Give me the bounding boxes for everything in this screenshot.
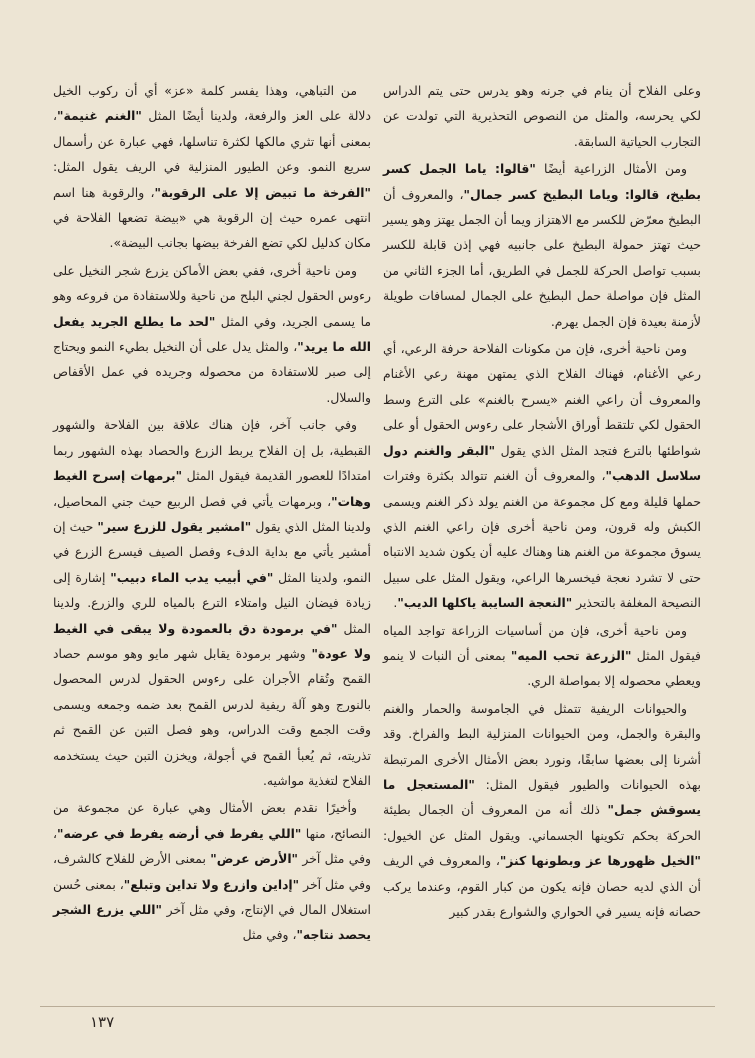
- proverb-text: "الأرض عرض": [210, 851, 299, 867]
- body-text: ومن ناحية أخرى، فإن من مكونات الفلاحة حرفة الرعي، أي رعي الأغنام، فهناك الفلاح الذي يمتهن مهنة رعي الأغنام والمعروف أن راعي الغنم «يسرح بالغنم» على الترع وسط الحقول لكي تلتقط أوراق الأشجار على رءوس الحقول أو على شواطئها بالترع فتجد المثل الذي يقول: [383, 341, 701, 458]
- paragraph: [383, 156, 701, 334]
- body-text: ، والمعروف في الريف أن الذي لديه حصان فإنه يكون من كبار القوم، وعندما يركب حصانه فإنه يسير في الحواري والشوارع بقدر كبير: [383, 853, 701, 919]
- footer-rule: [40, 1006, 715, 1007]
- proverb-text: "لحد ما يطلع الجريد يفعل الله ما يريد": [53, 313, 371, 355]
- body-text: حيث إن أمشير يأتي مع بداية الدفء وفصل الصيف فيسرع الزرع في النمو، ولدينا المثل: [53, 518, 372, 585]
- paragraph: [383, 336, 701, 615]
- body-text: ، بمعنى أنها تثري مالكها لكثرة تناسلها، فهي عبارة عن رأسمال سريع النمو. وعن الطيور المنزلية في الريف يقول المثل:: [53, 108, 371, 175]
- right-text-column: [383, 78, 701, 926]
- proverb-text: "الغنم غنيمة": [57, 108, 142, 124]
- paragraph: [53, 795, 371, 947]
- body-text: من التباهي، وهذا يفسر كلمة «عز» أي أن ركوب الخيل دلالة على العز والرفعة، ولدينا أيضًا المثل: [53, 83, 372, 124]
- proverb-text: "إداين وازرع ولا تداين وتبلع": [123, 876, 300, 892]
- proverb-text: "اللي يفرط في أرضه يفرط في عرضه": [57, 825, 302, 841]
- body-text: ومن ناحية أخرى، ففي بعض الأماكن يزرع شجر النخيل على رءوس الحقول لجني البلح من ناحية وللاستفادة من فروعه وهو ما يسمى الجريد، وفي المثل: [53, 262, 372, 329]
- left-text-column: [53, 78, 371, 950]
- body-text: ، وبرمهات يأتي في فصل الربيع حيث جني المحاصيل، ولدينا المثل الذي يقول: [53, 493, 372, 534]
- body-text: ، والرقوبة هنا اسم انتهى عمره حيث إن الرقوبة هي «بيضة تضعها الفلاحة في مكان كدليل لكي تضع الفرخة بيضها بجانب البيضة».: [53, 184, 371, 251]
- proverb-text: "اللي يزرع الشجر يحصد نتاجه": [53, 902, 371, 943]
- paragraph: [383, 618, 701, 694]
- paragraph: [53, 78, 371, 256]
- page-number: ١٣٧: [90, 1013, 115, 1031]
- paragraph: [383, 696, 701, 925]
- body-text: ومن الأمثال الزراعية أيضًا: [535, 161, 687, 177]
- proverb-text: "المستعجل ما يسوقش جمل": [383, 776, 701, 818]
- body-text: وعلى الفلاح أن ينام في جرنه وهو يدرس حتى يتم الدراس لكي يحرسه، والمثل من النصوص التحذيرية التي تولدت عن التجارب الحياتية السابقة.: [383, 83, 701, 149]
- body-text: وشهر برمودة يقابل شهر مايو وهو موسم حصاد القمح وتُقام الأجران على رءوس الحقول لدرس المحصول بالنورج وهو آلة ريفية لدرس القمح بعد ضمه وجمعه ويسمى وقت الجمع وقت الدراس، وهو فصل التبن عن القمح ثم تذريته، ثم يُعبأ القمح في أجولة، ويخزن التبن حيث يستخدمه الفلاح لتغذية مواشيه.: [53, 645, 371, 788]
- paragraph: [53, 258, 371, 410]
- proverb-text: "النعجة السايبة ياكلها الديب": [397, 595, 573, 611]
- body-text: وفي جانب آخر، فإن هناك علاقة بين الفلاحة والشهور القبطية، بل إن الفلاح يربط الزرع والحصاد بهذه الشهور ربما امتدادًا للعصور القديمة فيقول المثل: [53, 417, 371, 484]
- body-text: ، والمثل يدل على أن النخيل بطيء النمو ويحتاج إلى صبر للاستفادة من محصوله وجريده في عمل الأقفاص والسلال.: [53, 339, 371, 405]
- body-text: إشارة إلى زيادة فيضان النيل وامتلاء الترع بالمياه للري والزرع. ولدينا المثل: [53, 569, 371, 636]
- body-text: ، والمعروف أن الغنم تتوالد بكثرة وفترات حملها قليلة ومع كل مجموعة من الغنم يولد ذكر الغنم ويسمى الكبش وله قرون، ومن ناحية أخرى فإن راعي الغنم الذي يسوق مجموعة من الغنم هنا وهناك عليه أن يكون شديد الانتباه حتى لا تشرد نعجة فيخسرها الراعي، ويقول المثل على سبيل النصيحة المغلفة بالتحذير: [383, 468, 701, 611]
- paragraph: [53, 412, 371, 793]
- proverb-text: "الفرخة ما تبيض إلا على الرقوبة": [154, 184, 372, 200]
- body-text: والحيوانات الريفية تتمثل في الجاموسة والحمار والغنم والبقرة والجمل، ومن الحيوانات المنزلية البط والفراخ. وقد أشرنا إلى بعضها سابقًا، ونورد بعض الأمثال الأخرى المرتبطة بهذه الحيوانات والطيور فيقول المثل:: [383, 700, 702, 792]
- body-text: ، بمعنى حُسن استغلال المال في الإنتاج، وفي مثل آخر: [53, 876, 371, 917]
- body-text: ومن ناحية أخرى، فإن من أساسيات الزراعة تواجد المياه فيقول المثل: [383, 622, 701, 663]
- proverb-text: "امشير يقول للزرع سير": [97, 518, 252, 534]
- paragraph: [383, 78, 701, 154]
- proverb-text: "البقر والغنم دول سلاسل الدهب": [383, 442, 701, 484]
- body-text: .: [393, 595, 398, 611]
- proverb-text: "قالوا: ياما الجمل كسر بطيخ، قالوا: وياما البطيخ كسر جمال": [383, 161, 701, 202]
- body-text: بمعنى أن النبات لا ينمو ويعطي محصوله إلا بمواصلة الري.: [383, 647, 701, 689]
- body-text: ذلك أنه من المعروف أن الجمال بطيئة الحركة بحكم تكوينها الجسماني. ويقول المثل عن الخيول:: [383, 802, 701, 843]
- proverb-text: "برمهات إسرح الغيط وهات": [53, 468, 371, 509]
- body-text: بمعنى الأرض للفلاح كالشرف، وفي مثل آخر: [53, 851, 371, 892]
- body-text: ، وفي مثل آخر: [53, 825, 372, 867]
- body-text: وأخيرًا نقدم بعض الأمثال وهي عبارة عن مجموعة من النصائح، منها: [53, 800, 372, 841]
- proverb-text: "في برمودة دق بالعمودة ولا يبقى في الغيط ولا عودة": [53, 620, 371, 661]
- body-text: ، وفي مثل: [242, 927, 297, 943]
- proverb-text: "في أبيب يدب الماء دبيب": [110, 569, 274, 585]
- proverb-text: "الخيل ظهورها عز وبطونها كنز": [499, 853, 701, 869]
- body-text: ، والمعروف أن البطيخ معرّض للكسر مع الاهتزاز ويما أن الجمل يهتز وهو يسير حيث تهتز حمولة البطيخ على جانبيه فهي إذن قابلة للكسر بسبب تواصل الحركة للجمل في الطريق، أما الجزء الثاني من المثل فإن مواصلة حمل البطيخ على الجمال لمسافات طويلة لأزمنة بعيدة فإن الجمل يهرم.: [383, 186, 701, 329]
- proverb-text: "الزرعة تحب الميه": [510, 647, 632, 663]
